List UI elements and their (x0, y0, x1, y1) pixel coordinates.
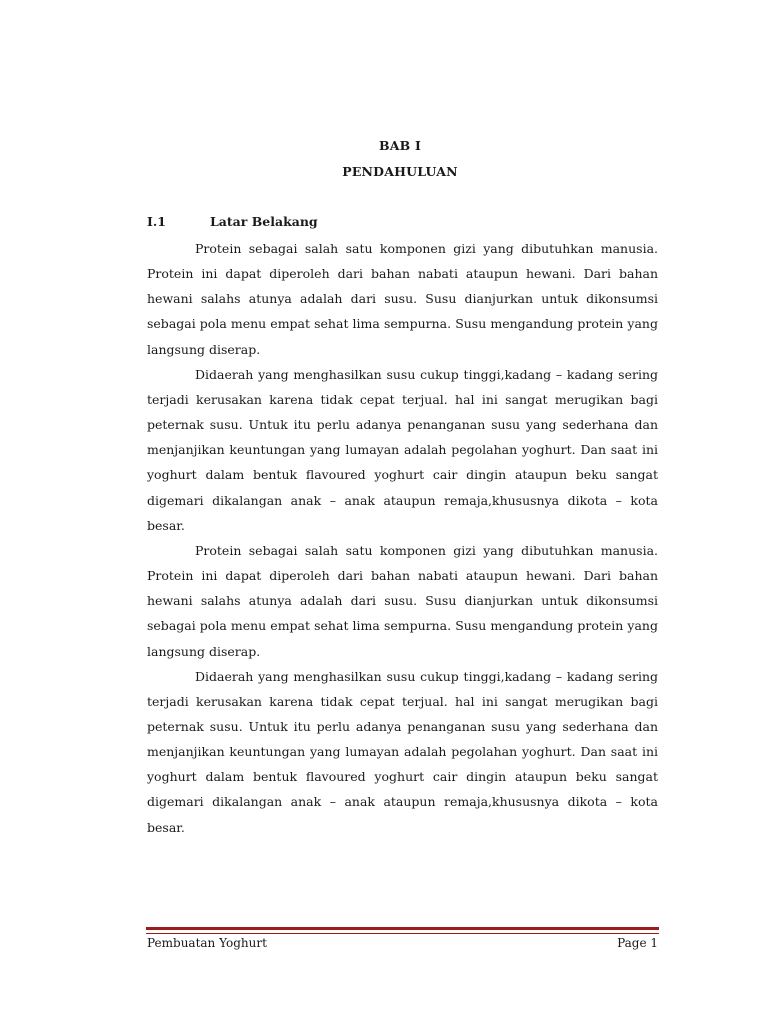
footer-rule-thick (146, 927, 659, 930)
body-text (147, 236, 658, 840)
footer-rule-thin (146, 933, 659, 934)
footer-document-title: Pembuatan Yoghurt (147, 936, 267, 950)
paragraph: Protein sebagai salah satu komponen gizi yang dibutuhkan manusia. Protein ini dapat diperoleh dari bahan nabati ataupun hewani. Dari bahan hewani salahs atunya adalah dari susu. Susu dianjurkan untuk dikonsumsi sebagai pola menu empat sehat lima sempurna. Susu mengandung protein yang langsung diserap. (147, 542, 658, 659)
paragraph: Didaerah yang menghasilkan susu cukup tinggi,kadang – kadang sering terjadi kerusakan karena tidak cepat terjual. hal ini sangat merugikan bagi peternak susu. Untuk itu perlu adanya penanganan susu yang sederhana dan menjanjikan keuntungan yang lumayan adalah pegolahan yoghurt. Dan saat ini yoghurt dalam bentuk flavoured yoghurt cair dingin ataupun beku sangat digemari dikalangan anak – anak ataupun remaja,khususnya dikota – kota besar. (147, 668, 658, 835)
footer-page-number: Page 1 (617, 936, 658, 950)
section-number: I.1 (147, 214, 166, 229)
paragraph: Didaerah yang menghasilkan susu cukup tinggi,kadang – kadang sering terjadi kerusakan karena tidak cepat terjual. hal ini sangat merugikan bagi peternak susu. Untuk itu perlu adanya penanganan susu yang sederhana dan menjanjikan keuntungan yang lumayan adalah pegolahan yoghurt. Dan saat ini yoghurt dalam bentuk flavoured yoghurt cair dingin ataupun beku sangat digemari dikalangan anak – anak ataupun remaja,khususnya dikota – kota besar. (147, 366, 658, 533)
section-title: Latar Belakang (210, 214, 318, 229)
chapter-title: PENDAHULUAN (342, 164, 458, 179)
chapter-number: BAB I (378, 138, 422, 153)
section-heading (147, 214, 318, 229)
paragraph: Protein sebagai salah satu komponen gizi yang dibutuhkan manusia. Protein ini dapat diperoleh dari bahan nabati ataupun hewani. Dari bahan hewani salahs atunya adalah dari susu. Susu dianjurkan untuk dikonsumsi sebagai pola menu empat sehat lima sempurna. Susu mengandung protein yang langsung diserap. (147, 241, 658, 357)
